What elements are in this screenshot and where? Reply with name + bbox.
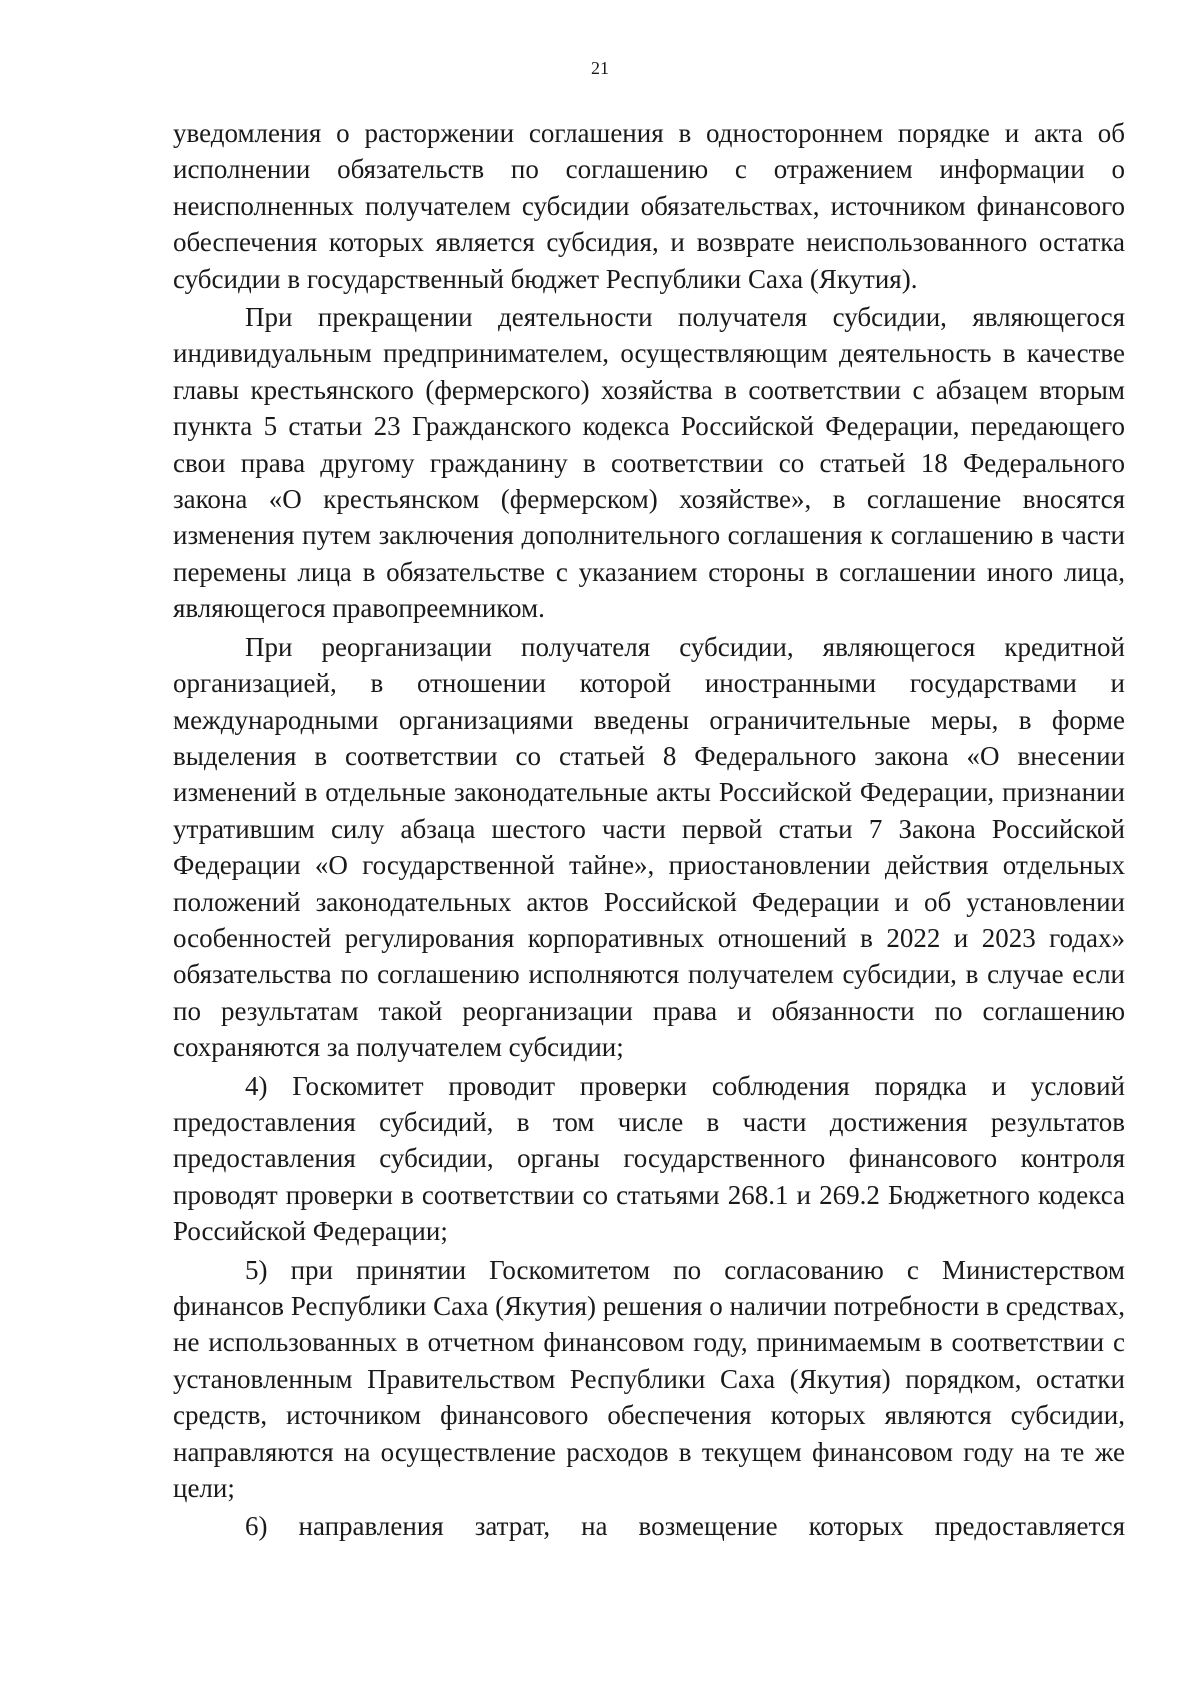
page-number: 21 xyxy=(591,58,609,78)
paragraph-item-5-unused-funds: 5) при принятии Госкомитетом по согласованию с Министерством финансов Республики Саха (Якутия) решения о наличии потребности в средствах, не использованных в отчетном финансовом году, принимаемым в соответствии с установленным Правительством Республики Саха (Якутия) порядком, остатки средств, источником финансового обеспечения которых являются субсидии, направляются на осуществление расходов в текущем финансовом году на те же цели; xyxy=(173,1254,1125,1504)
paragraph-reorganization: При реорганизации получателя субсидии, являющегося кредитной организацией, в отношении которой иностранными государствами и международными организациями введены ограничительные меры, в форме выделения в соответствии со статьей 8 Федерального закона «О внесении изменений в отдельные законодательные акты Российской Федерации, признании утратившим силу абзаца шестого части первой статьи 7 Закона Российской Федерации «О государственной тайне», приостановлении действия отдельных положений законодательных актов Российской Федерации и об установлении особенностей регулирования корпоративных отношений в 2022 и 2023 годах» обязательства по соглашению исполняются получателем субсидии, в случае если по результатам такой реорганизации права и обязанности по соглашению сохраняются за получателем субсидии; xyxy=(173,631,1125,1063)
document-body xyxy=(173,115,1125,1547)
paragraph-item-6-cost-directions: 6) направления затрат, на возмещение которых предоставляется xyxy=(245,1511,1125,1542)
paragraph-item-4-inspections: 4) Госкомитет проводит проверки соблюдения порядка и условий предоставления субсидий, в том числе в части достижения результатов предоставления субсидии, органы государственного финансового контроля проводят проверки в соответствии со статьями 268.1 и 269.2 Бюджетного кодекса Российской Федерации; xyxy=(173,1070,1125,1247)
paragraph-notice-of-termination: уведомления о расторжении соглашения в одностороннем порядке и акта об исполнении обязательств по соглашению с отражением информации о неисполненных получателем субсидии обязательствах, источником финансового обеспечения которых является субсидия, и возврате неиспользованного остатка субсидии в государственный бюджет Республики Саха (Якутия). xyxy=(173,118,1125,294)
paragraph-termination-of-activity: При прекращении деятельности получателя субсидии, являющегося индивидуальным предпринимателем, осуществляющим деятельность в качестве главы крестьянского (фермерского) хозяйства в соответствии с абзацем вторым пункта 5 статьи 23 Гражданского кодекса Российской Федерации, передающего свои права другому гражданину в соответствии со статьей 18 Федерального закона «О крестьянском (фермерском) хозяйстве», в соглашение вносятся изменения путем заключения дополнительного соглашения к соглашению в части перемены лица в обязательстве с указанием стороны в соглашении иного лица, являющегося правопреемником. xyxy=(173,302,1125,624)
